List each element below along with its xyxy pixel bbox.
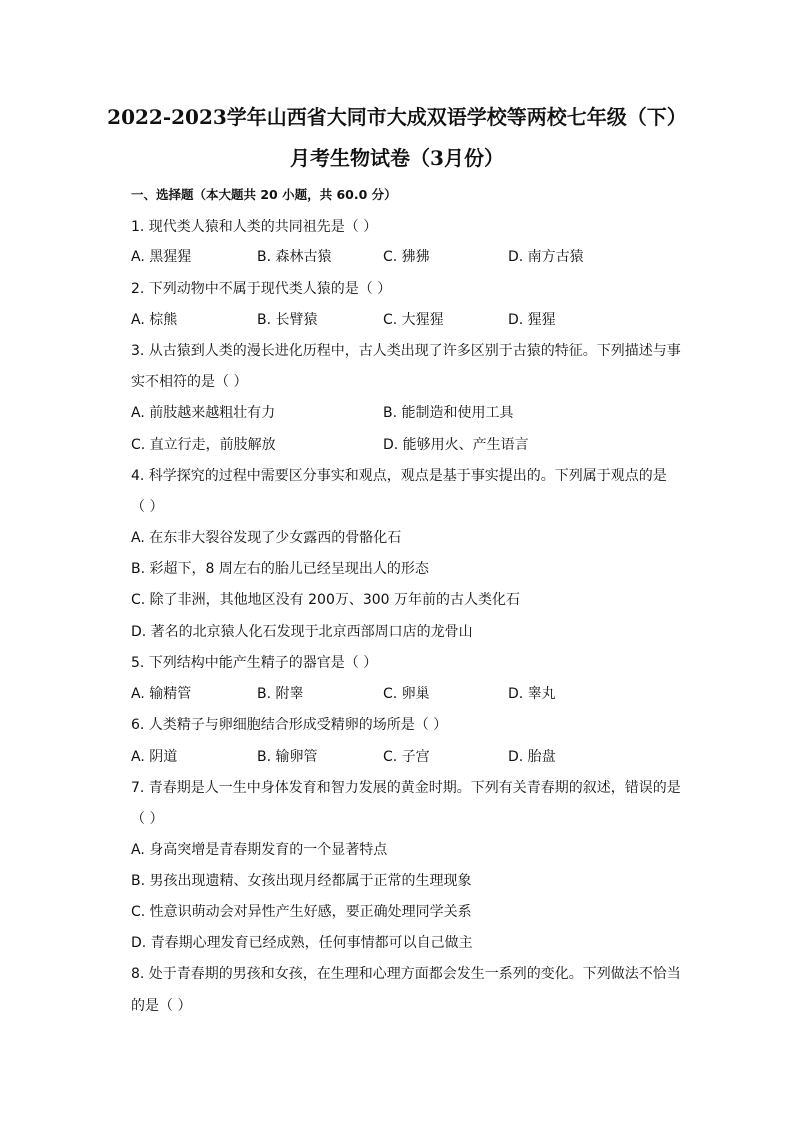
question-1-option-a: A. 黑猩猩 bbox=[131, 249, 192, 265]
page-title-line-1: 2022-2023学年山西省大同市大成双语学校等两校七年级（下） bbox=[107, 105, 687, 129]
question-1-option-d: D. 南方古猿 bbox=[508, 249, 584, 265]
question-2-option-a: A. 棕熊 bbox=[131, 312, 178, 328]
page-title-line-2: 月考生物试卷（3月份） bbox=[290, 146, 504, 170]
question-6-option-d: D. 胎盘 bbox=[508, 749, 556, 765]
question-7-stem-line-2: （ ） bbox=[131, 811, 164, 827]
question-3-option-c: C. 直立行走，前肢解放 bbox=[131, 437, 276, 453]
question-4-option-a: A. 在东非大裂谷发现了少女露西的骨骼化石 bbox=[131, 530, 402, 546]
question-3-option-a: A. 前肢越来越粗壮有力 bbox=[131, 405, 276, 421]
question-6-option-c: C. 子宫 bbox=[383, 749, 430, 765]
question-4-option-d: D. 著名的北京猿人化石发现于北京西部周口店的龙骨山 bbox=[131, 624, 473, 640]
question-7-option-c: C. 性意识萌动会对异性产生好感，要正确处理同学关系 bbox=[131, 904, 472, 920]
question-3-stem-line-2: 实不相符的是（ ） bbox=[131, 374, 248, 390]
question-1-stem: 1. 现代类人猿和人类的共同祖先是（ ） bbox=[131, 219, 378, 235]
question-4-stem-line-2: （ ） bbox=[131, 499, 164, 515]
question-8-stem-line-1: 8. 处于青春期的男孩和女孩，在生理和心理方面都会发生一系列的变化。下列做法不恰当 bbox=[131, 966, 681, 982]
question-5-option-b: B. 附睾 bbox=[257, 686, 304, 702]
question-7-option-d: D. 青春期心理发育已经成熟，任何事情都可以自己做主 bbox=[131, 935, 473, 951]
question-5-option-d: D. 睾丸 bbox=[508, 686, 556, 702]
question-5-stem: 5. 下列结构中能产生精子的器官是（ ） bbox=[131, 655, 378, 671]
question-4-option-b: B. 彩超下，8 周左右的胎儿已经呈现出人的形态 bbox=[131, 561, 429, 577]
question-3-option-d: D. 能够用火、产生语言 bbox=[383, 437, 529, 453]
question-7-option-a: A. 身高突增是青春期发育的一个显著特点 bbox=[131, 842, 388, 858]
question-5-option-a: A. 输精管 bbox=[131, 686, 192, 702]
question-3-option-b: B. 能制造和使用工具 bbox=[383, 405, 514, 421]
question-4-option-c: C. 除了非洲，其他地区没有 200万、300 万年前的古人类化石 bbox=[131, 592, 521, 608]
question-2-option-c: C. 大猩猩 bbox=[383, 312, 444, 328]
section-heading: 一、选择题（本大题共 20 小题，共 60.0 分） bbox=[131, 187, 397, 202]
question-4-stem-line-1: 4. 科学探究的过程中需要区分事实和观点，观点是基于事实提出的。下列属于观点的是 bbox=[131, 468, 667, 484]
question-2-option-b: B. 长臂猿 bbox=[257, 312, 318, 328]
question-3-stem-line-1: 3. 从古猿到人类的漫长进化历程中，古人类出现了许多区别于古猿的特征。下列描述与事 bbox=[131, 343, 681, 359]
question-1-option-b: B. 森林古猿 bbox=[257, 249, 332, 265]
question-6-option-b: B. 输卵管 bbox=[257, 749, 318, 765]
question-5-option-c: C. 卵巢 bbox=[383, 686, 430, 702]
question-6-stem: 6. 人类精子与卵细胞结合形成受精卵的场所是（ ） bbox=[131, 717, 448, 733]
question-6-option-a: A. 阴道 bbox=[131, 749, 178, 765]
question-8-stem-line-2: 的是（ ） bbox=[131, 998, 192, 1014]
question-2-stem: 2. 下列动物中不属于现代类人猿的是（ ） bbox=[131, 281, 392, 297]
question-1-option-c: C. 狒狒 bbox=[383, 249, 430, 265]
question-2-option-d: D. 猩猩 bbox=[508, 312, 556, 328]
question-7-stem-line-1: 7. 青春期是人一生中身体发育和智力发展的黄金时期。下列有关青春期的叙述，错误的是 bbox=[131, 780, 681, 796]
question-7-option-b: B. 男孩出现遗精、女孩出现月经都属于正常的生理现象 bbox=[131, 873, 472, 889]
